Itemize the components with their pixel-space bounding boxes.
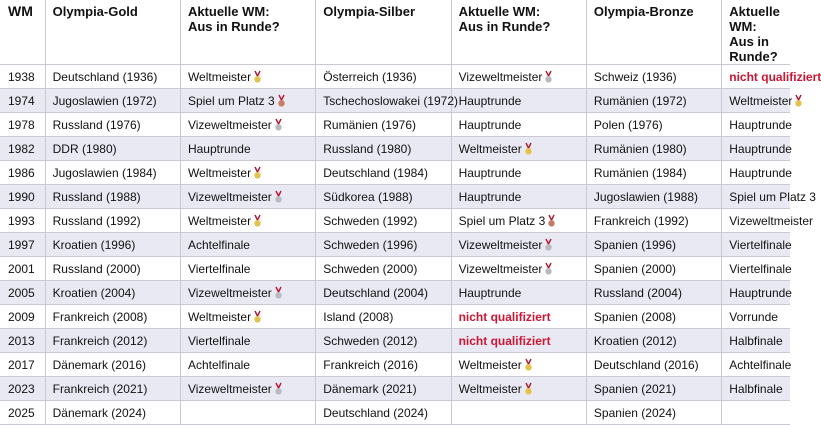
bronze-result-cell	[722, 65, 821, 89]
bronze-result-text: Spiel um Platz 3	[729, 189, 816, 204]
silver-team-cell	[316, 137, 451, 161]
silver-team-cell	[316, 233, 451, 257]
bronze-result-text: Hauptrunde	[729, 141, 792, 156]
gold-medal-icon	[254, 311, 261, 323]
gold-medal-icon	[525, 383, 532, 395]
gold-result-cell	[180, 377, 315, 401]
bronze-team-text: Russland (2004)	[593, 285, 682, 300]
bronze-team-cell	[586, 161, 721, 185]
gold-result-text: Vizeweltmeister	[187, 381, 272, 396]
header-year: WM	[8, 3, 33, 19]
silver-team-cell	[316, 185, 451, 209]
gold-medal-icon	[525, 359, 532, 371]
year-text: 2013	[8, 333, 35, 348]
bronze-result-cell	[722, 161, 790, 185]
bronze-team-cell	[586, 329, 721, 353]
silver-result-text: nicht qualifiziert	[458, 333, 551, 348]
bronze-result-text: Hauptrunde	[729, 285, 792, 300]
year-text: 1982	[8, 141, 35, 156]
gold-team-cell	[45, 65, 180, 89]
silver-team-cell	[316, 161, 451, 185]
silver-result-cell	[451, 233, 586, 257]
bronze-team-cell	[586, 257, 721, 281]
year-cell	[0, 161, 45, 185]
gold-medal-icon	[254, 167, 261, 179]
silver-team-cell	[316, 329, 451, 353]
year-text: 1978	[8, 117, 35, 132]
bronze-medal-icon	[278, 95, 285, 107]
bronze-team-text: Polen (1976)	[593, 117, 663, 132]
table-row	[0, 161, 790, 185]
gold-team-cell	[45, 281, 180, 305]
gold-team-cell	[45, 185, 180, 209]
silver-result-cell	[451, 113, 586, 137]
year-text: 1938	[8, 69, 35, 84]
gold-team-cell	[45, 353, 180, 377]
silver-result-text: Hauptrunde	[458, 165, 522, 180]
gold-result-cell	[180, 89, 315, 113]
gold-result-text: Achtelfinale	[187, 237, 250, 252]
bronze-result-text: Halbfinale	[729, 381, 783, 396]
table-row	[0, 113, 790, 137]
silver-result-text: Hauptrunde	[458, 189, 522, 204]
bronze-result-text: Vizeweltmeister	[729, 213, 814, 228]
year-text: 2009	[8, 309, 35, 324]
silver-result-cell	[451, 401, 586, 425]
header-silver-result	[451, 0, 586, 65]
gold-team-text: DDR (1980)	[52, 141, 117, 156]
year-text: 1993	[8, 213, 35, 228]
gold-team-text: Russland (1988)	[52, 189, 141, 204]
bronze-team-cell	[586, 209, 721, 233]
gold-team-cell	[45, 89, 180, 113]
year-cell	[0, 353, 45, 377]
gold-result-cell	[180, 329, 315, 353]
header-gold-result	[180, 0, 315, 65]
gold-team-cell	[45, 113, 180, 137]
silver-result-text: Hauptrunde	[458, 285, 522, 300]
silver-medal-icon	[275, 383, 282, 395]
year-text: 1986	[8, 165, 35, 180]
silver-result-text: nicht qualifiziert	[458, 309, 551, 324]
gold-team-text: Frankreich (2012)	[52, 333, 148, 348]
year-cell	[0, 137, 45, 161]
gold-result-text: Vizeweltmeister	[187, 189, 272, 204]
silver-result-cell	[451, 209, 586, 233]
bronze-team-text: Spanien (2008)	[593, 309, 676, 324]
bronze-team-cell	[586, 281, 721, 305]
table-row	[0, 65, 790, 89]
gold-result-cell	[180, 209, 315, 233]
silver-result-text: Weltmeister	[458, 357, 522, 372]
bronze-team-text: Deutschland (2016)	[593, 357, 699, 372]
year-text: 1990	[8, 189, 35, 204]
bronze-result-cell	[722, 329, 790, 353]
header-bronze: Olympia-Bronze	[586, 0, 721, 65]
gold-result-cell	[180, 281, 315, 305]
silver-result-text: Weltmeister	[458, 141, 522, 156]
silver-result-cell	[451, 353, 586, 377]
table-row	[0, 257, 790, 281]
silver-result-cell	[451, 89, 586, 113]
year-cell	[0, 305, 45, 329]
gold-result-cell	[180, 233, 315, 257]
year-cell	[0, 65, 45, 89]
bronze-result-cell	[722, 281, 790, 305]
table-row	[0, 377, 790, 401]
bronze-medal-icon	[548, 215, 555, 227]
header-line: Aktuelle WM:	[458, 4, 541, 19]
bronze-result-cell	[722, 377, 790, 401]
bronze-team-cell	[586, 401, 721, 425]
gold-result-cell	[180, 353, 315, 377]
gold-team-text: Dänemark (2024)	[52, 405, 146, 420]
gold-medal-icon	[525, 143, 532, 155]
bronze-result-text: Weltmeister	[729, 93, 793, 108]
table-body	[0, 65, 821, 425]
gold-medal-icon	[795, 95, 802, 107]
bronze-team-text: Spanien (2021)	[593, 381, 676, 396]
silver-team-text: Frankreich (2016)	[323, 357, 418, 372]
gold-result-text: Weltmeister	[187, 165, 252, 180]
bronze-result-text: Hauptrunde	[729, 117, 792, 132]
silver-result-cell	[451, 305, 586, 329]
bronze-result-cell	[722, 257, 790, 281]
silver-result-cell	[451, 281, 586, 305]
header-line: Aus in Runde?	[458, 19, 551, 34]
silver-team-text: Island (2008)	[323, 309, 394, 324]
header-gold: Olympia-Gold	[45, 0, 180, 65]
year-text: 2017	[8, 357, 35, 372]
gold-result-cell	[180, 65, 315, 89]
silver-result-text: Spiel um Platz 3	[458, 213, 546, 228]
year-cell	[0, 233, 45, 257]
bronze-result-text: Achtelfinale	[729, 357, 792, 372]
silver-team-cell	[316, 113, 451, 137]
bronze-team-text: Rumänien (1972)	[593, 93, 687, 108]
year-cell	[0, 113, 45, 137]
gold-team-text: Russland (1976)	[52, 117, 141, 132]
year-cell	[0, 377, 45, 401]
bronze-team-text: Spanien (2000)	[593, 261, 676, 276]
header-row	[0, 0, 790, 65]
silver-result-cell	[451, 137, 586, 161]
gold-result-text: Weltmeister	[187, 69, 252, 84]
silver-team-text: Schweden (1992)	[323, 213, 418, 228]
table-row	[0, 185, 790, 209]
gold-team-text: Deutschland (1936)	[52, 69, 158, 84]
silver-team-text: Dänemark (2021)	[323, 381, 417, 396]
table-row	[0, 401, 790, 425]
silver-team-cell	[316, 281, 451, 305]
year-cell	[0, 257, 45, 281]
gold-team-text: Russland (2000)	[52, 261, 141, 276]
gold-result-text: Spiel um Platz 3	[187, 93, 275, 108]
bronze-team-cell	[586, 137, 721, 161]
gold-team-cell	[45, 209, 180, 233]
silver-result-cell	[451, 377, 586, 401]
silver-result-text: Hauptrunde	[458, 93, 522, 108]
bronze-team-text: Schweiz (1936)	[593, 69, 677, 84]
gold-medal-icon	[254, 215, 261, 227]
gold-team-cell	[45, 305, 180, 329]
gold-result-cell	[180, 161, 315, 185]
bronze-team-cell	[586, 89, 721, 113]
silver-team-text: Deutschland (2004)	[323, 285, 428, 300]
header-bronze-result	[722, 0, 790, 65]
table-row	[0, 89, 790, 113]
year-text: 1974	[8, 93, 35, 108]
gold-result-text: Viertelfinale	[187, 261, 251, 276]
gold-medal-icon	[254, 71, 261, 83]
gold-team-text: Frankreich (2008)	[52, 309, 148, 324]
silver-team-cell	[316, 209, 451, 233]
year-text: 2005	[8, 285, 35, 300]
silver-team-text: Russland (1980)	[323, 141, 412, 156]
gold-result-text: Viertelfinale	[187, 333, 251, 348]
gold-result-cell	[180, 401, 315, 425]
bronze-result-cell	[722, 113, 790, 137]
gold-team-text: Russland (1992)	[52, 213, 141, 228]
gold-result-cell	[180, 185, 315, 209]
silver-team-text: Südkorea (1988)	[323, 189, 413, 204]
header-line: Aus in Runde?	[729, 34, 778, 64]
silver-team-text: Tschechoslowakei (1972)	[323, 93, 459, 108]
bronze-team-text: Rumänien (1984)	[593, 165, 687, 180]
table-row	[0, 329, 790, 353]
bronze-team-cell	[586, 353, 721, 377]
bronze-team-text: Kroatien (2012)	[593, 333, 677, 348]
silver-result-cell	[451, 257, 586, 281]
year-cell	[0, 329, 45, 353]
bronze-result-text: nicht qualifiziert	[729, 69, 821, 84]
year-cell	[0, 185, 45, 209]
silver-result-text: Vizeweltmeister	[458, 261, 543, 276]
header-line: Aktuelle WM:	[729, 4, 780, 34]
silver-result-text: Weltmeister	[458, 381, 522, 396]
bronze-result-cell	[722, 353, 790, 377]
bronze-team-cell	[586, 305, 721, 329]
silver-result-cell	[451, 161, 586, 185]
gold-team-cell	[45, 233, 180, 257]
header-silver: Olympia-Silber	[316, 0, 451, 65]
year-text: 2025	[8, 405, 35, 420]
silver-team-text: Schweden (1996)	[323, 237, 418, 252]
header-line: Aus in Runde?	[187, 19, 280, 34]
bronze-team-cell	[586, 113, 721, 137]
year-cell	[0, 209, 45, 233]
year-cell	[0, 89, 45, 113]
silver-team-text: Österreich (1936)	[323, 69, 417, 84]
silver-result-cell	[451, 65, 586, 89]
silver-medal-icon	[545, 239, 552, 251]
silver-team-text: Schweden (2012)	[323, 333, 418, 348]
year-cell	[0, 401, 45, 425]
year-cell	[0, 281, 45, 305]
bronze-result-cell	[722, 401, 790, 425]
silver-team-text: Deutschland (1984)	[323, 165, 428, 180]
silver-team-text: Deutschland (2024)	[323, 405, 428, 420]
gold-team-text: Kroatien (2004)	[52, 285, 136, 300]
bronze-team-cell	[586, 377, 721, 401]
year-text: 2001	[8, 261, 35, 276]
silver-medal-icon	[275, 119, 282, 131]
silver-team-text: Rumänien (1976)	[323, 117, 416, 132]
silver-medal-icon	[275, 287, 282, 299]
year-text: 1997	[8, 237, 35, 252]
gold-team-cell	[45, 257, 180, 281]
gold-team-cell	[45, 161, 180, 185]
gold-team-text: Kroatien (1996)	[52, 237, 136, 252]
bronze-result-cell	[722, 305, 790, 329]
gold-result-cell	[180, 137, 315, 161]
gold-result-text: Weltmeister	[187, 213, 252, 228]
gold-result-text: Hauptrunde	[187, 141, 251, 156]
gold-result-text: Achtelfinale	[187, 357, 250, 372]
bronze-result-text: Halbfinale	[729, 333, 783, 348]
bronze-team-text: Spanien (1996)	[593, 237, 676, 252]
bronze-result-cell	[722, 185, 816, 209]
bronze-result-text: Viertelfinale	[729, 261, 792, 276]
bronze-team-text: Jugoslawien (1988)	[593, 189, 698, 204]
bronze-result-text: Viertelfinale	[729, 237, 792, 252]
bronze-team-text: Spanien (2024)	[593, 405, 676, 420]
bronze-team-text: Frankreich (1992)	[593, 213, 689, 228]
table-row	[0, 233, 790, 257]
gold-team-cell	[45, 329, 180, 353]
gold-result-cell	[180, 257, 315, 281]
silver-result-text: Hauptrunde	[458, 117, 522, 132]
silver-team-cell	[316, 305, 451, 329]
bronze-team-cell	[586, 185, 721, 209]
bronze-team-text: Rumänien (1980)	[593, 141, 687, 156]
table-row	[0, 281, 790, 305]
silver-medal-icon	[545, 71, 552, 83]
silver-team-cell	[316, 65, 451, 89]
silver-result-text: Vizeweltmeister	[458, 237, 543, 252]
gold-team-cell	[45, 401, 180, 425]
silver-result-cell	[451, 329, 586, 353]
header-line: Aktuelle WM:	[187, 4, 270, 19]
bronze-team-cell	[586, 65, 721, 89]
table-row	[0, 209, 790, 233]
bronze-result-cell	[722, 137, 790, 161]
silver-team-cell	[316, 401, 451, 425]
gold-team-text: Frankreich (2021)	[52, 381, 148, 396]
gold-result-text: Weltmeister	[187, 309, 252, 324]
gold-result-text: Vizeweltmeister	[187, 117, 272, 132]
gold-team-cell	[45, 137, 180, 161]
silver-result-cell	[451, 185, 586, 209]
silver-team-text: Schweden (2000)	[323, 261, 418, 276]
silver-result-text: Vizeweltmeister	[458, 69, 543, 84]
table-row	[0, 137, 790, 161]
silver-team-cell	[316, 353, 451, 377]
bronze-result-text: Vorrunde	[729, 309, 778, 324]
bronze-result-cell	[722, 89, 793, 113]
table-row	[0, 305, 790, 329]
gold-result-cell	[180, 113, 315, 137]
bronze-team-cell	[586, 233, 721, 257]
year-text: 2023	[8, 381, 35, 396]
table-row	[0, 353, 790, 377]
gold-team-text: Jugoslawien (1972)	[52, 93, 157, 108]
silver-team-cell	[316, 257, 451, 281]
bronze-result-cell	[722, 233, 790, 257]
gold-team-text: Dänemark (2016)	[52, 357, 146, 372]
bronze-result-text: Hauptrunde	[729, 165, 792, 180]
gold-team-text: Jugoslawien (1984)	[52, 165, 157, 180]
gold-team-cell	[45, 377, 180, 401]
silver-medal-icon	[275, 191, 282, 203]
silver-team-cell	[316, 89, 459, 113]
gold-result-cell	[180, 305, 315, 329]
silver-team-cell	[316, 377, 451, 401]
gold-result-text: Vizeweltmeister	[187, 285, 272, 300]
silver-medal-icon	[545, 263, 552, 275]
bronze-result-cell	[722, 209, 814, 233]
